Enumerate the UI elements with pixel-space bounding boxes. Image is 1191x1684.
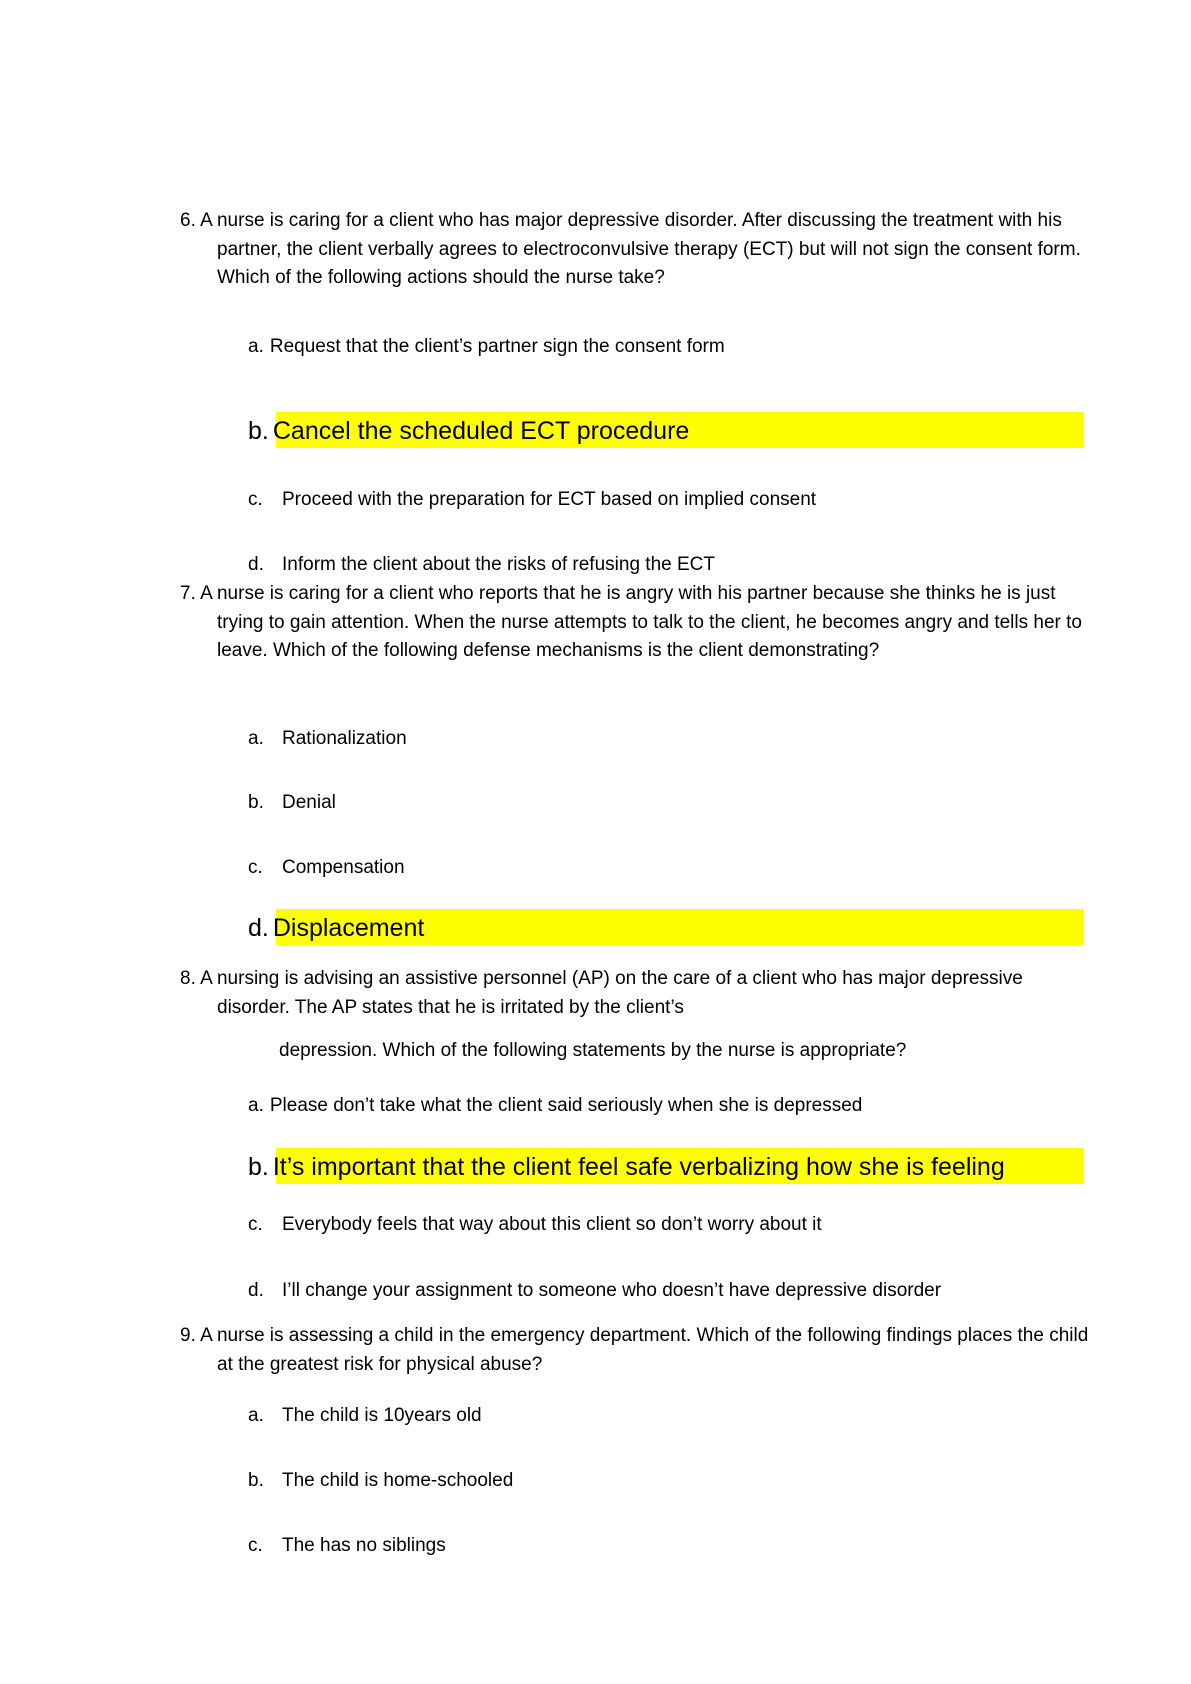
question-6: 6. A nurse is caring for a client who has major depressive disorder. After discussing the treatment with his partner, the client verbally agrees to electroconvulsive therapy (ECT) but will not sign the consent form. Which of the following actions should the nurse take? <box>180 210 1081 288</box>
option-letter: d. <box>248 1280 264 1301</box>
question-8-option-a <box>248 1094 862 1118</box>
option-text: The child is home-schooled <box>282 1470 514 1491</box>
option-text: Rationalization <box>282 728 407 749</box>
option-text: Everybody feels that way about this client so don’t worry about it <box>282 1214 822 1235</box>
option-text: Cancel the scheduled ECT procedure <box>272 417 690 445</box>
option-text: Inform the client about the risks of refusing the ECT <box>282 554 715 575</box>
question-6-option-a <box>248 335 725 359</box>
question-8-option-d <box>248 1279 941 1303</box>
option-text: Proceed with the preparation for ECT based on implied consent <box>282 489 817 510</box>
option-letter: b. <box>248 417 269 445</box>
option-text: Request that the client’s partner sign the consent form <box>269 336 725 357</box>
option-letter: a. <box>248 728 264 749</box>
question-8-option-b-correct <box>248 1149 1005 1185</box>
option-letter: c. <box>248 489 263 510</box>
question-7: 7. A nurse is caring for a client who reports that he is angry with his partner because she thinks he is just trying to gain attention. When the nurse attempts to talk to the client, he becomes angry and tells her to leave. Which of the following defense mechanisms is the client demonstrating? <box>180 583 1082 661</box>
option-letter: a. <box>248 1095 264 1116</box>
question-7-option-b <box>248 791 336 815</box>
question-8: 8. A nursing is advising an assistive personnel (AP) on the care of a client who has major depressive disorder. The AP states that he is irritated by the client’s <box>180 968 1023 1018</box>
option-text: It’s important that the client feel safe verbalizing how she is feeling <box>272 1153 1005 1181</box>
question-6-option-c <box>248 488 816 512</box>
option-letter: a. <box>248 336 264 357</box>
question-6-option-d <box>248 553 715 577</box>
question-7-option-c <box>248 856 405 880</box>
question-9-option-b <box>248 1469 513 1493</box>
option-letter: d. <box>248 554 264 575</box>
option-text: The has no siblings <box>282 1535 446 1556</box>
question-7-option-d-correct <box>248 910 424 946</box>
question-9-option-c <box>248 1534 446 1558</box>
question-7-option-a <box>248 727 407 751</box>
option-letter: d. <box>248 914 269 942</box>
option-letter: b. <box>248 1470 264 1491</box>
question-9: 9. A nurse is assessing a child in the emergency department. Which of the following findings places the child at the greatest risk for physical abuse? <box>180 1325 1089 1375</box>
option-letter: b. <box>248 792 264 813</box>
option-letter: b. <box>248 1153 269 1181</box>
question-9-option-a <box>248 1404 482 1428</box>
option-text: Please don’t take what the client said seriously when she is depressed <box>269 1095 863 1116</box>
question-8-option-c <box>248 1213 822 1237</box>
option-letter: a. <box>248 1405 264 1426</box>
option-letter: c. <box>248 857 263 878</box>
option-text: Compensation <box>282 857 405 878</box>
option-text: Displacement <box>272 914 425 942</box>
question-8-continuation: depression. Which of the following statements by the nurse is appropriate? <box>279 1040 907 1061</box>
option-letter: c. <box>248 1535 263 1556</box>
option-text: The child is 10years old <box>282 1405 482 1426</box>
option-text: Denial <box>282 792 336 813</box>
question-6-option-b-correct <box>248 413 689 449</box>
option-text: I’ll change your assignment to someone who doesn’t have depressive disorder <box>282 1280 942 1301</box>
option-letter: c. <box>248 1214 263 1235</box>
